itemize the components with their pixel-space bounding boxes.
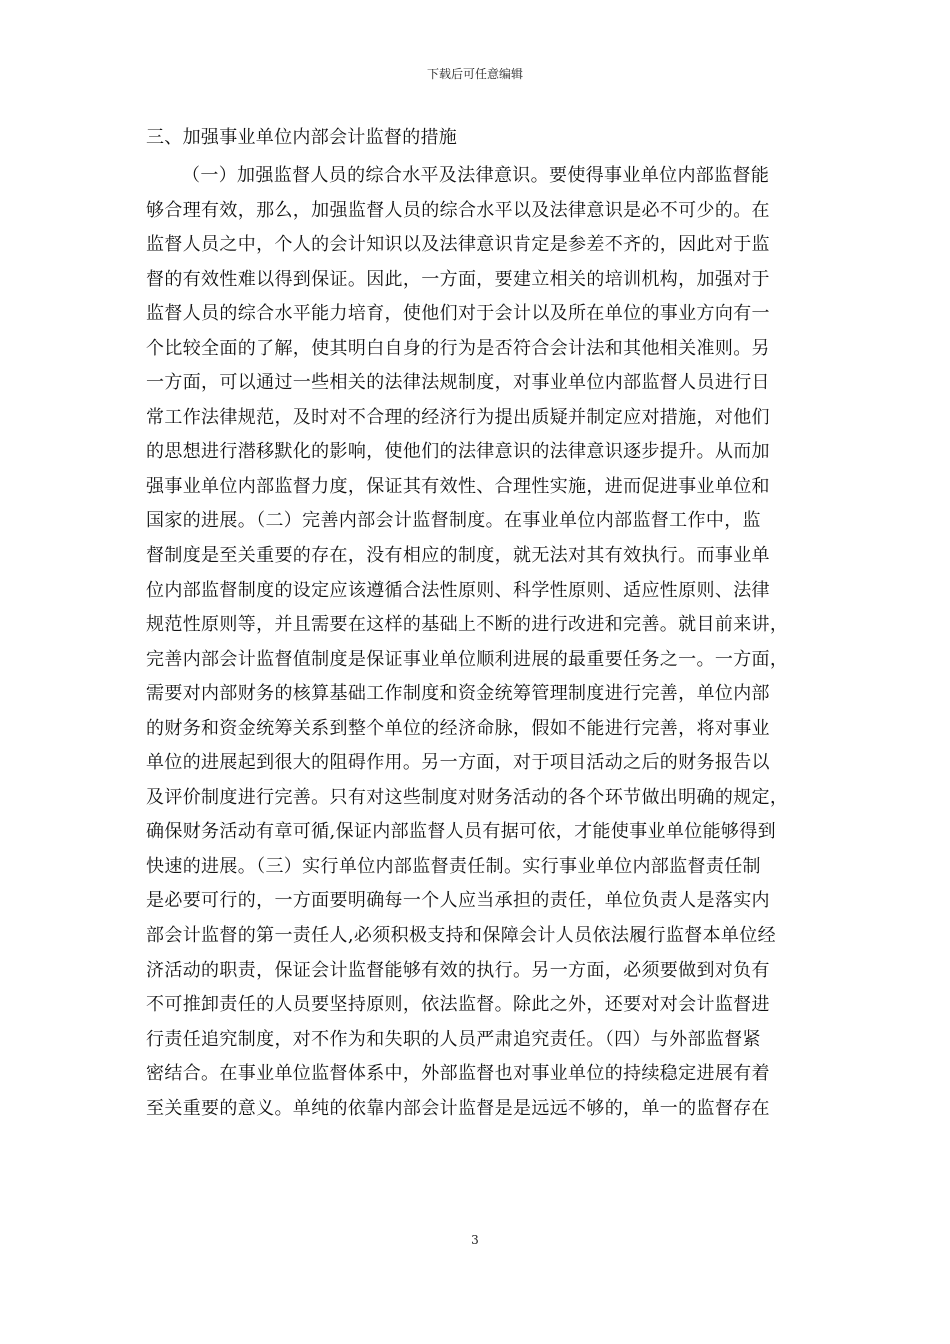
header-note: 下载后可任意编辑 [426, 67, 523, 81]
text-line: 单位的进展起到很大的阻碍作用。另一方面，对于项目活动之后的财务报告以 [146, 752, 770, 774]
text-line: 部会计监督的第一责任人,必须积极支持和保障会计人员依法履行监督本单位经 [146, 925, 776, 947]
text-line: 需要对内部财务的核算基础工作制度和资金统筹管理制度进行完善，单位内部 [146, 683, 770, 705]
text-line: 的思想进行潜移默化的影响，使他们的法律意识的法律意识逐步提升。从而加 [146, 441, 770, 463]
page-number: 3 [471, 1233, 479, 1247]
body-text [146, 159, 806, 1126]
text-line: 督制度是至关重要的存在，没有相应的制度，就无法对其有效执行。而事业单 [146, 545, 770, 567]
text-line: 一方面，可以通过一些相关的法律法规制度，对事业单位内部监督人员进行日 [146, 372, 770, 394]
text-line: 快速的进展。（三）实行单位内部监督责任制。实行事业单位内部监督责任制 [146, 855, 761, 877]
text-line: （一）加强监督人员的综合水平及法律意识。要使得事业单位内部监督能 [182, 165, 770, 186]
text-line: 强事业单位内部监督力度，保证其有效性、合理性实施，进而促进事业单位和 [146, 475, 770, 497]
text-line: 监督人员的综合水平能力培育，使他们对于会计以及所在单位的事业方向有一 [146, 303, 770, 325]
text-line: 国家的进展。（二）完善内部会计监督制度。在事业单位内部监督工作中，监 [146, 510, 761, 532]
text-line: 是必要可行的，一方面要明确每一个人应当承担的责任，单位负责人是落实内 [146, 890, 770, 912]
text-line: 位内部监督制度的设定应该遵循合法性原则、科学性原则、适应性原则、法律 [146, 579, 770, 601]
text-line: 密结合。在事业单位监督体系中，外部监督也对事业单位的持续稳定进展有着 [146, 1063, 770, 1085]
text-line: 监督人员之中，个人的会计知识以及法律意识肯定是参差不齐的，因此对于监 [146, 234, 770, 256]
text-line: 的财务和资金统筹关系到整个单位的经济命脉，假如不能进行完善，将对事业 [146, 717, 770, 739]
text-line: 至关重要的意义。单纯的依靠内部会计监督是是远远不够的，单一的监督存在 [146, 1097, 770, 1119]
text-line: 个比较全面的了解，使其明白自身的行为是否符合会计法和其他相关准则。另 [146, 337, 770, 359]
text-line: 及评价制度进行完善。只有对这些制度对财务活动的各个环节做出明确的规定， [146, 786, 789, 808]
text-line: 规范性原则等，并且需要在这样的基础上不断的进行改进和完善。就目前来讲， [146, 614, 789, 636]
text-line: 督的有效性难以得到保证。因此，一方面，要建立相关的培训机构，加强对于 [146, 268, 770, 290]
text-line: 常工作法律规范，及时对不合理的经济行为提出质疑并制定应对措施，对他们 [146, 406, 770, 428]
text-line: 完善内部会计监督值制度是保证事业单位顺利进展的最重要任务之一。一方面， [146, 648, 789, 670]
text-line: 确保财务活动有章可循,保证内部监督人员有据可依，才能使事业单位能够得到 [146, 821, 776, 843]
text-line: 不可推卸责任的人员要坚持原则，依法监督。除此之外，还要对对会计监督进 [146, 994, 770, 1016]
text-line: 行责任追究制度，对不作为和失职的人员严肃追究责任。（四）与外部监督紧 [146, 1028, 761, 1050]
section-heading: 三、加强事业单位内部会计监督的措施 [146, 127, 458, 148]
text-line: 够合理有效，那么，加强监督人员的综合水平以及法律意识是必不可少的。在 [146, 199, 770, 221]
text-line: 济活动的职责，保证会计监督能够有效的执行。另一方面，必须要做到对负有 [146, 959, 770, 981]
